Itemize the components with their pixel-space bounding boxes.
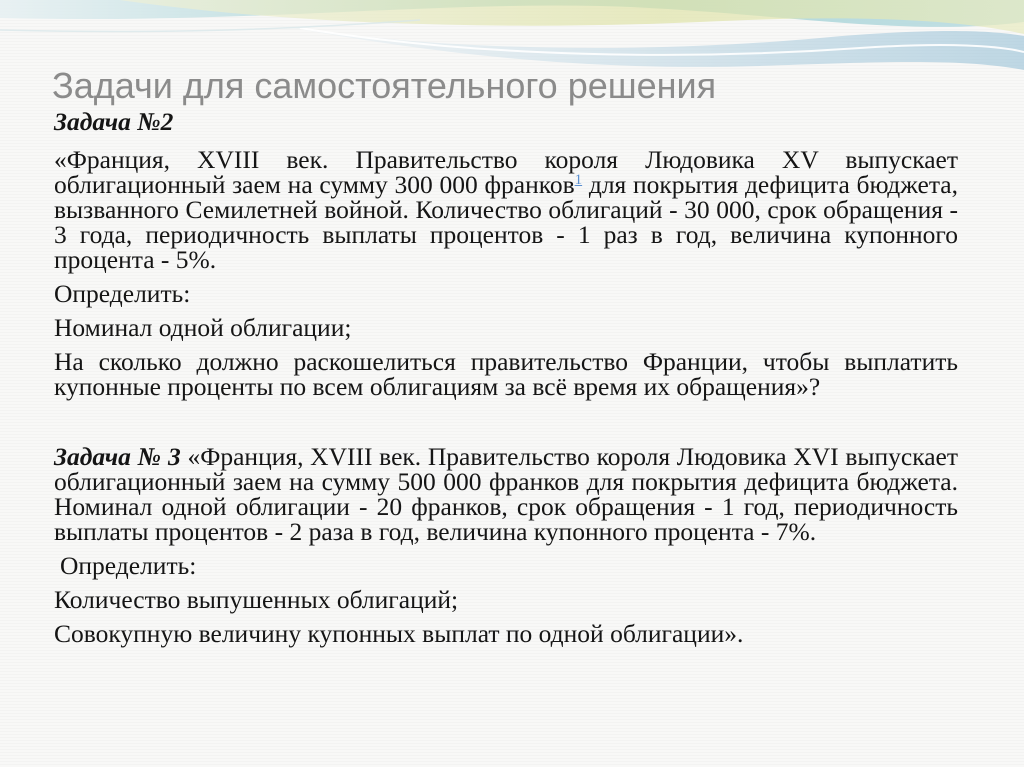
slide-content — [54, 109, 958, 655]
task3-question-1: Количество выпушенных облигаций; — [54, 585, 459, 614]
slide-title: Задачи для самостоятельного решения — [52, 65, 717, 106]
task2-heading: Задача №2 — [54, 107, 174, 136]
task3-question-2: Совокупную величину купонных выплат по одной облигации». — [54, 619, 744, 648]
task2-question-2: На сколько должно раскошелиться правительство Франции, чтобы выплатить купонные проценты по всем облигациям за всё время их обращения»? — [54, 347, 958, 401]
task2-statement-text: «Франция, XVIII век. Правительство короля Людовика XV выпускает облигационный заем на сумму 300 000 франков — [54, 145, 958, 199]
task2-question-1: Номинал одной облигации; — [54, 313, 352, 342]
task2-determine-label: Определить: — [54, 279, 191, 308]
task3-determine-label: Определить: — [60, 551, 197, 580]
task3-heading: Задача № 3 — [54, 442, 181, 471]
footnote-link[interactable]: 1 — [574, 172, 583, 188]
task2-statement-text-cont: для покрытия дефицита бюджета, вызванного Семилетней войной. Количество облигаций - 30 000, срок обращения - 3 года, периодичность выплаты процентов - 1 раз в год, величина купонного процента - 5%. — [54, 170, 958, 274]
task2-statement — [54, 147, 958, 272]
task3-statement — [54, 444, 958, 544]
task3-statement-text: «Франция, XVIII век. Правительство короля Людовика XVI выпускает облигационный заем на сумму 500 000 франков для покрытия дефицита бюджета. Номинал одной облигации - 20 франков, срок обращения - 1 год, периодичность выплаты процентов - 2 раза в год, величина купонного процента - 7%. — [54, 442, 958, 546]
